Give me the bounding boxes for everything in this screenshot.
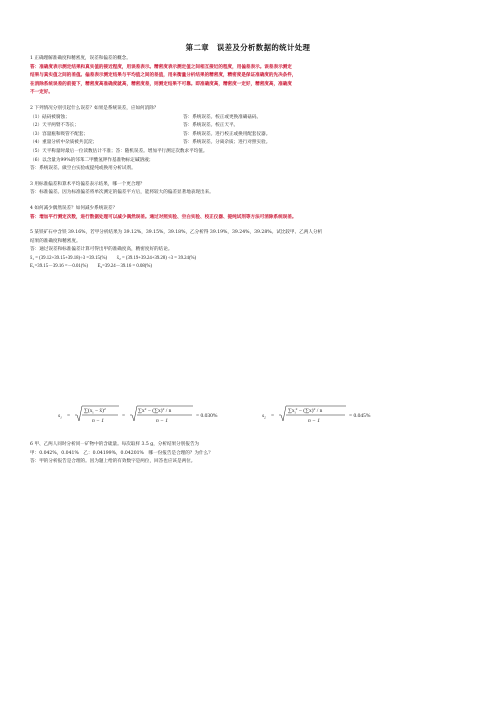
s1-den-1: n − 1: [92, 418, 104, 424]
q2-item-4: [30, 139, 468, 148]
answer-4: 答：增加平行测定次数，进行数据处理可以减少偶然误差。通过对照实验、空白实验、校正仪器、提纯试剂等方法可消除系统误差。: [30, 214, 297, 220]
document-body-q6: [30, 441, 468, 467]
answer-1-line-4: 不一定好。: [30, 90, 53, 96]
page-title: 第二章 误差及分析数据的统计处理: [185, 43, 311, 52]
question-1: 1 正确理解准确度和精密度，误差和偏差的概念。: [30, 56, 131, 61]
q2-item-2-answer: 答：系统误差。校正天平。: [183, 123, 239, 129]
q2-item-4-answer: 答：系统误差。分离杂质；进行对照实验。: [183, 140, 271, 146]
q2-item-1: [30, 114, 468, 123]
answer-1-line-1: 答：准确度表示测定结果和真实值的接近程度，用误差表示。精密度表示测定值之间相互接近的程度，用偏差表示。误差表示测定: [30, 64, 292, 70]
eq-sign-2: =: [122, 413, 126, 419]
q2-item-6: （6）以含量为99%的邻苯二甲酸氢钾作基准物标定碱溶液；: [30, 157, 154, 163]
s2-symbol: $s_2$: [262, 413, 266, 420]
eq-sign-1: =: [67, 413, 71, 419]
answer-1-line-3: 在消除系统误差的前提下，精密度高准确度就高，精密度差，则测定结果不可靠。即准确度高，精密度一定好，精密度高，准确度: [30, 81, 292, 87]
q2-item-3-answer: 答：系统误差。进行校正或换用配套仪器。: [183, 131, 271, 137]
answer-5: 答：通过误差和标准偏差计算可得出甲的准确度高，精密度好的结论。: [30, 247, 173, 253]
mean-formula: x̄₁ = (39.12+39.15+39.18)÷3 =39.15(%) x̄₂ = (39.19+39.24+39.28) ÷3 = 39.24(%): [30, 255, 197, 261]
eq-sign-3: =: [271, 413, 275, 419]
document-body: [30, 55, 468, 272]
answer-3: 答：标准偏差。因为标准偏差将单次测定的偏差平方后，能将较大的偏差显著地表现出来。: [30, 190, 214, 196]
q2-item-5: （5）天平称量时最后一位读数估计不准；答：随机误差。增加平行测定次数求平均值。: [30, 148, 208, 154]
question-5-line-2: 结果的准确度和精密度。: [30, 238, 81, 244]
q2-item-3: [30, 131, 468, 140]
s2-result: = 0.045%: [349, 413, 371, 419]
q2-item-1-answer: 答：系统误差。校正或更换准确砝码。: [183, 114, 262, 120]
s1-result: = 0.030%: [196, 413, 218, 419]
question-2: 2 下列情况分别引起什么误差？如果是系统误差，应如何消除？: [30, 105, 159, 111]
s2-num: $\sum x_i^2 - (\sum x)^2 / n$: [288, 407, 323, 415]
q2-item-4-case: （4）重量分析中杂质被共沉淀；: [30, 140, 98, 146]
s1-num-1: $\sum(x_i$ − x̄)$^2$: [84, 407, 106, 415]
q2-item-3-case: （3）容量瓶和吸管不配套；: [30, 131, 89, 137]
question-6-reports: 甲：0.042%，0.041% 乙：0.04199%，0.04201% 哪一份报告是合理的？为什么？: [30, 450, 213, 456]
q2-item-1-case: （1）砝码被腐蚀；: [30, 114, 70, 120]
s1-num-2: $\sum x^2 - (\sum x)^2 / n$: [138, 407, 172, 414]
answer-1-line-2: 结果与真实值之间的差值。偏差表示测定结果与平均值之间的差值，用来衡量分析结果的精密度，精密度是保证准确度的先决条件，: [30, 73, 297, 79]
answer-6: 答：甲的分析报告是合理的。因为题上给的有效数字是两位，回答也应该是两位。: [30, 459, 196, 465]
question-5-line-1: 5 某铁矿石中含铁 39.16%，若甲分析结果为 39.12%，39.15%，39.18%，乙分析得 39.19%，39.24%，39.28%。试比较甲、乙两人分析: [30, 230, 323, 236]
q2-item-2-case: （2）天平两臂不等长；: [30, 123, 79, 129]
s1-symbol: $s_1$: [58, 413, 62, 420]
std-dev-formulas: [58, 400, 478, 434]
q2-item-6-answer: 答：系统误差。做空白实验或提纯或换用分析试剂。: [30, 166, 136, 172]
error-formula: E₁=39.15－39.16 =－0.01(%) E₂=39.24－39.16 = 0.08(%): [30, 264, 152, 270]
question-4: 4 如何减少偶然误差？如何减少系统误差？: [30, 205, 118, 211]
question-6: 6 甲、乙两人同时分析同一矿物中的含硫量。每次取样 3.5 g，分析结果分别报告为: [30, 442, 200, 447]
q2-item-2: [30, 122, 468, 131]
s1-den-2: n − 1: [156, 418, 168, 424]
question-3: 3 用标准偏差和算术平均偏差表示结果，哪一个更合理？: [30, 181, 145, 187]
s2-den: n − 1: [308, 418, 320, 424]
